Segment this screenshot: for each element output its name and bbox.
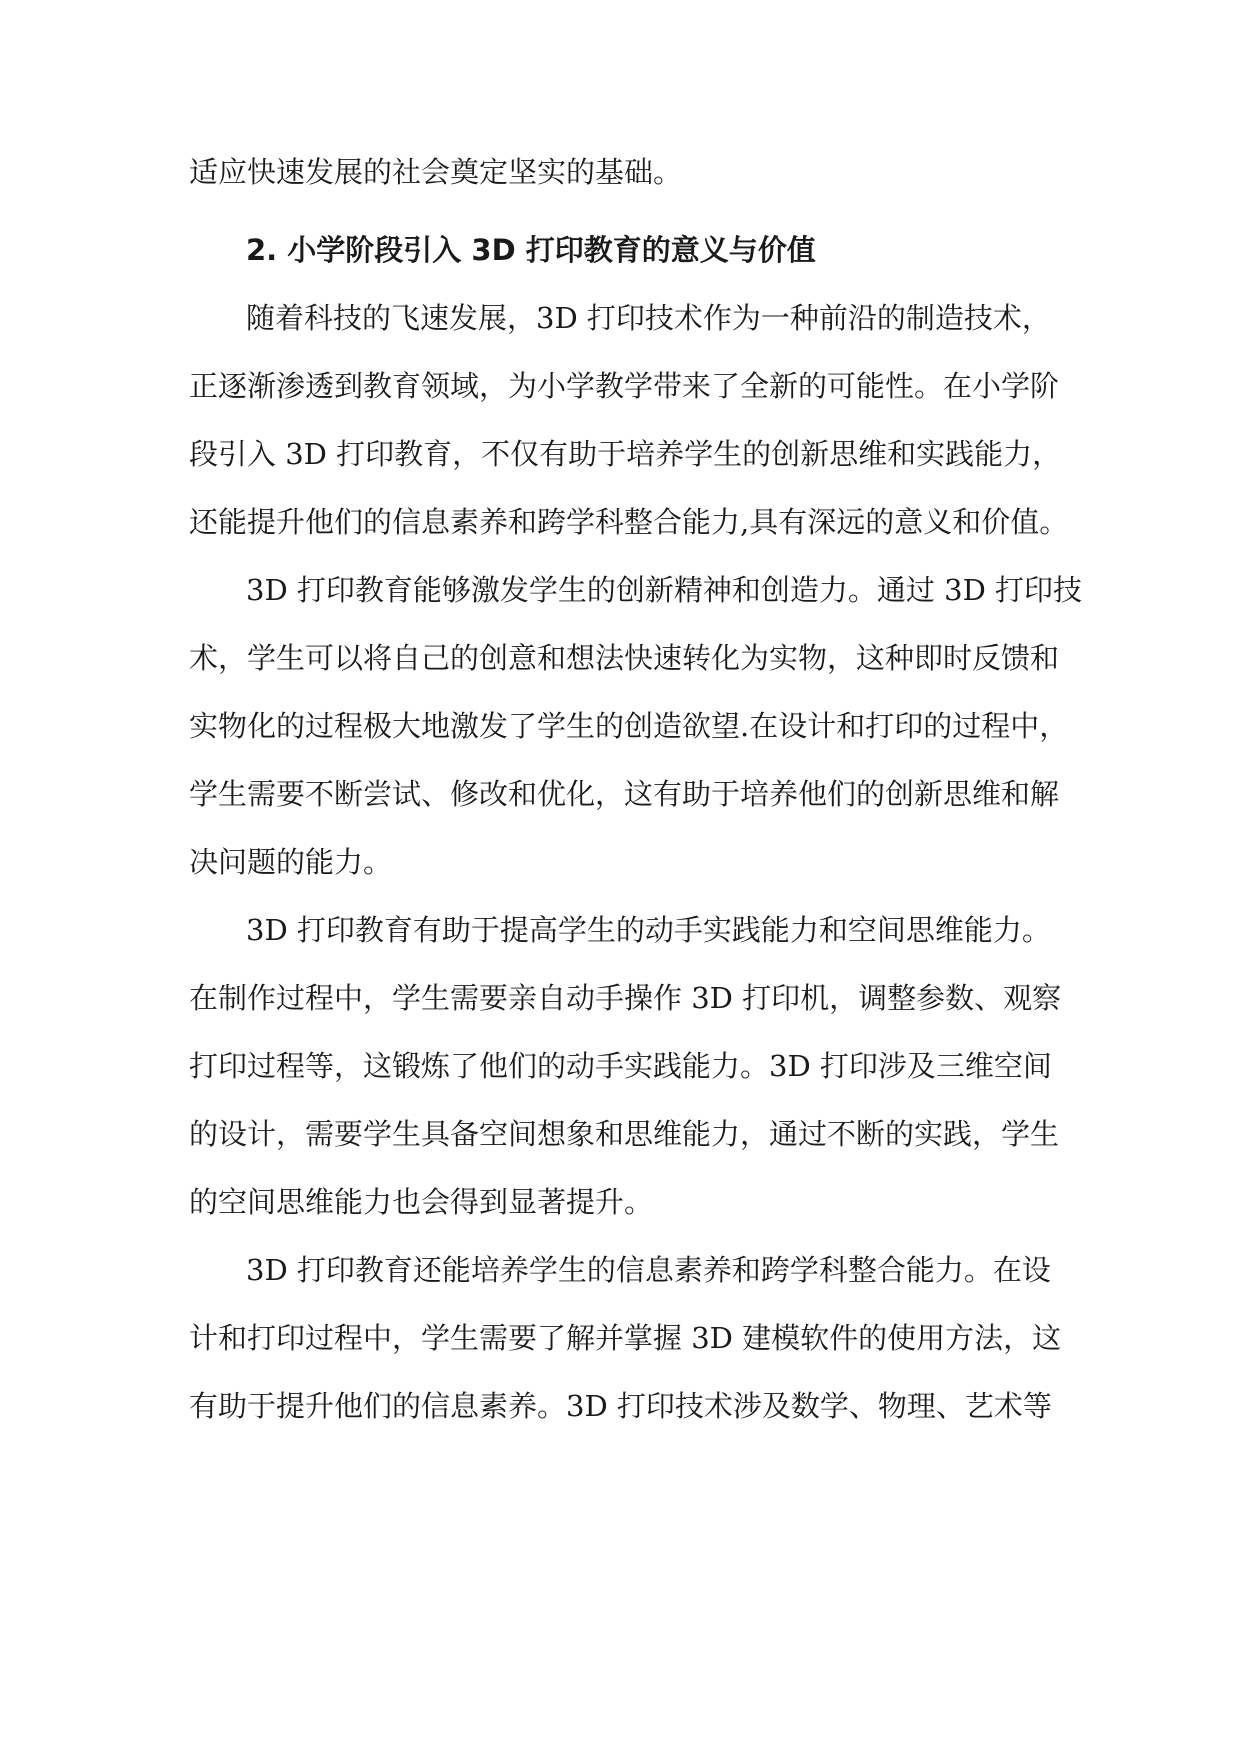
section-heading: 2. 小学阶段引入 3D 打印教育的意义与价值 <box>246 233 816 267</box>
paragraph-4-line-2: 计和打印过程中，学生需要了解并掌握 3D 建模软件的使用方法，这 <box>189 1321 1062 1355</box>
paragraph-1-line-3: 段引入 3D 打印教育，不仅有助于培养学生的创新思维和实践能力， <box>189 437 1062 471</box>
paragraph-3-line-1: 3D 打印教育有助于提高学生的动手实践能力和空间思维能力。 <box>246 913 1051 947</box>
paragraph-2-line-2: 术，学生可以将自己的创意和想法快速转化为实物，这种即时反馈和 <box>189 641 1060 675</box>
paragraph-3-line-2: 在制作过程中，学生需要亲自动手操作 3D 打印机，调整参数、观察 <box>189 981 1062 1015</box>
paragraph-1-line-2: 正逐渐渗透到教育领域，为小学教学带来了全新的可能性。在小学阶 <box>189 369 1060 403</box>
paragraph-3-line-4: 的设计，需要学生具备空间想象和思维能力，通过不断的实践，学生 <box>189 1117 1060 1151</box>
paragraph-2-line-1: 3D 打印教育能够激发学生的创新精神和创造力。通过 3D 打印技 <box>246 573 1083 607</box>
continuation-line: 适应快速发展的社会奠定坚实的基础。 <box>189 155 683 189</box>
paragraph-1-line-1: 随着科技的飞速发展，3D 打印技术作为一种前沿的制造技术， <box>246 301 1051 335</box>
paragraph-3-line-5: 的空间思维能力也会得到显著提升。 <box>189 1185 654 1219</box>
paragraph-2-line-5: 决问题的能力。 <box>189 845 393 879</box>
paragraph-4-line-3: 有助于提升他们的信息素养。3D 打印技术涉及数学、物理、艺术等 <box>189 1389 1052 1423</box>
paragraph-2-line-4: 学生需要不断尝试、修改和优化，这有助于培养他们的创新思维和解 <box>189 777 1060 811</box>
paragraph-1-line-4: 还能提升他们的信息素养和跨学科整合能力,具有深远的意义和价值。 <box>189 505 1069 539</box>
paragraph-4-line-1: 3D 打印教育还能培养学生的信息素养和跨学科整合能力。在设 <box>246 1253 1051 1287</box>
paragraph-3-line-3: 打印过程等，这锻炼了他们的动手实践能力。3D 打印涉及三维空间 <box>189 1049 1052 1083</box>
paragraph-2-line-3: 实物化的过程极大地激发了学生的创造欲望.在设计和打印的过程中， <box>189 709 1069 743</box>
